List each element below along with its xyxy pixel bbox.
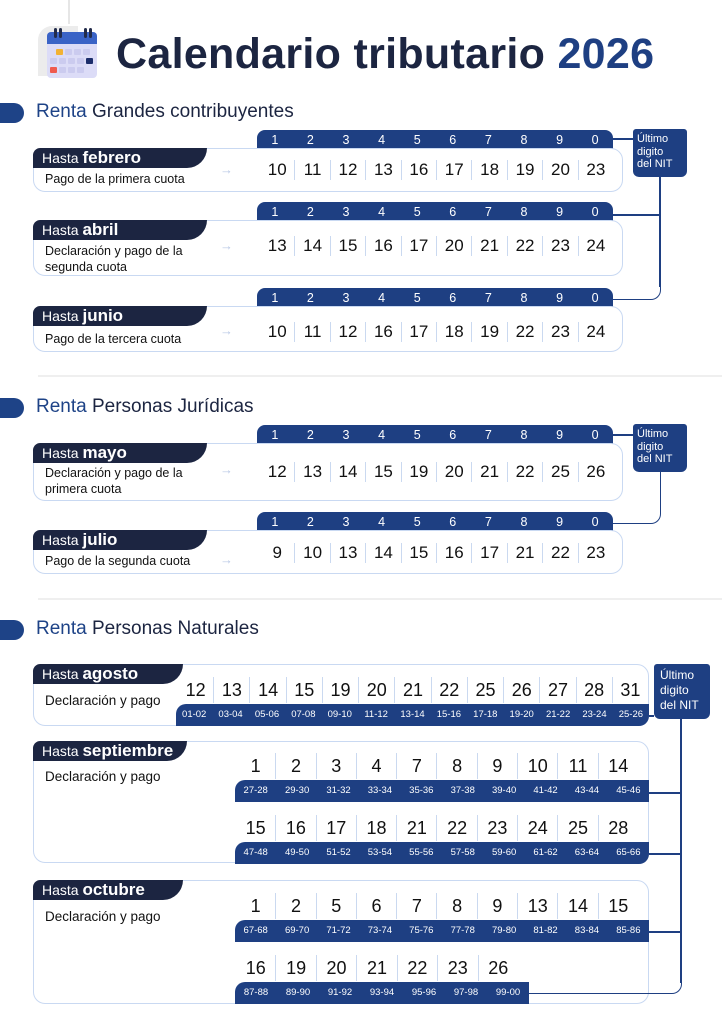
calendar-icon: [38, 22, 104, 78]
arrow-right-icon: →: [220, 462, 233, 477]
section-divider: [38, 598, 722, 600]
connector-line: [649, 715, 654, 717]
nit-digits-header: 1 2 3 4 5 6 7 8 9 0: [257, 288, 613, 307]
connector-line: [680, 719, 682, 983]
row-description: Pago de la segunda cuota: [45, 554, 191, 568]
row-description: Declaración y pago: [45, 769, 161, 784]
nit-legend: Último digito del NIT: [654, 664, 710, 719]
connector-line: [659, 177, 661, 287]
section-marker: [0, 103, 24, 123]
nit-legend: Último digito del NIT: [633, 129, 687, 177]
row-description: Declaración y pago de la primera cuota: [45, 466, 183, 496]
connector-line: [613, 472, 661, 524]
month-label: Hasta abril: [33, 220, 207, 240]
due-days: 16 19 20 21 22 23 26: [236, 955, 518, 981]
connector-line: [613, 214, 660, 216]
due-days: 1 2 5 6 7 8 9 13 14 15: [236, 893, 638, 919]
section-title-grandes: Renta Grandes contribuyentes: [36, 101, 294, 122]
row-description: Declaración y pago: [45, 693, 161, 708]
due-days: 1 2 3 4 7 8 9 10 11 14: [236, 753, 638, 779]
arrow-right-icon: →: [220, 238, 233, 253]
row-description: Declaración y pago de la segunda cuota: [45, 244, 183, 274]
month-label: Hasta julio: [33, 530, 207, 550]
due-days: 13 14 15 16 17 20 21 22 23 24: [260, 236, 613, 256]
hanging-string: [68, 0, 70, 24]
due-days: 10 11 12 13 16 17 18 19 20 23: [260, 160, 613, 180]
page-title: Calendario tributario 2026: [116, 30, 655, 78]
connector-line: [649, 853, 681, 855]
connector-line: [613, 138, 633, 140]
nit-digits-header: 1 2 3 4 5 6 7 8 9 0: [257, 512, 613, 531]
nit-legend: Último digito del NIT: [633, 424, 687, 472]
connector-line: [649, 792, 681, 794]
month-label: Hasta junio: [33, 306, 207, 326]
nit-ranges-bar: 67-68 69-70 71-72 73-74 75-76 77-78 79-80 81-82 83-84 85-86: [235, 920, 649, 942]
due-days: 15 16 17 18 21 22 23 24 25 28: [236, 815, 638, 841]
section-title-juridicas: Renta Personas Jurídicas: [36, 396, 254, 417]
nit-ranges-bar: 01-02 03-04 05-06 07-08 09-10 11-12 13-14 15-16 17-18 19-20 21-22 23-24 25-26: [176, 704, 649, 726]
nit-digits-header: 1 2 3 4 5 6 7 8 9 0: [257, 130, 613, 149]
nit-digits-header: 1 2 3 4 5 6 7 8 9 0: [257, 202, 613, 221]
nit-digits-header: 1 2 3 4 5 6 7 8 9 0: [257, 425, 613, 444]
row-description: Pago de la tercera cuota: [45, 332, 182, 346]
section-marker: [0, 620, 24, 640]
month-label: Hasta mayo: [33, 443, 207, 463]
connector-line: [613, 278, 661, 300]
due-days: 12 13 14 15 19 20 21 22 25 26: [260, 462, 613, 482]
month-label: Hasta octubre: [33, 880, 183, 900]
section-divider: [38, 375, 722, 377]
due-days: 9 10 13 14 15 16 17 21 22 23: [260, 543, 613, 563]
month-label: Hasta agosto: [33, 664, 183, 684]
nit-ranges-bar: 87-88 89-90 91-92 93-94 95-96 97-98 99-00: [235, 982, 529, 1004]
arrow-right-icon: →: [220, 552, 233, 567]
row-description: Pago de la primera cuota: [45, 172, 185, 186]
nit-ranges-bar: 47-48 49-50 51-52 53-54 55-56 57-58 59-60 61-62 63-64 65-66: [235, 842, 649, 864]
arrow-right-icon: →: [220, 162, 233, 177]
due-days: 10 11 12 16 17 18 19 22 23 24: [260, 322, 613, 342]
month-label: Hasta febrero: [33, 148, 207, 168]
connector-line: [649, 931, 681, 933]
due-days: 12 13 14 15 19 20 21 22 25 26 27 28 31: [178, 677, 648, 703]
section-title-naturales: Renta Personas Naturales: [36, 618, 259, 639]
arrow-right-icon: →: [220, 323, 233, 338]
connector-line: [529, 970, 682, 994]
month-label: Hasta septiembre: [33, 741, 187, 761]
section-marker: [0, 398, 24, 418]
row-description: Declaración y pago: [45, 909, 161, 924]
year: 2026: [557, 30, 655, 78]
connector-line: [613, 434, 633, 436]
nit-ranges-bar: 27-28 29-30 31-32 33-34 35-36 37-38 39-40 41-42 43-44 45-46: [235, 780, 649, 802]
